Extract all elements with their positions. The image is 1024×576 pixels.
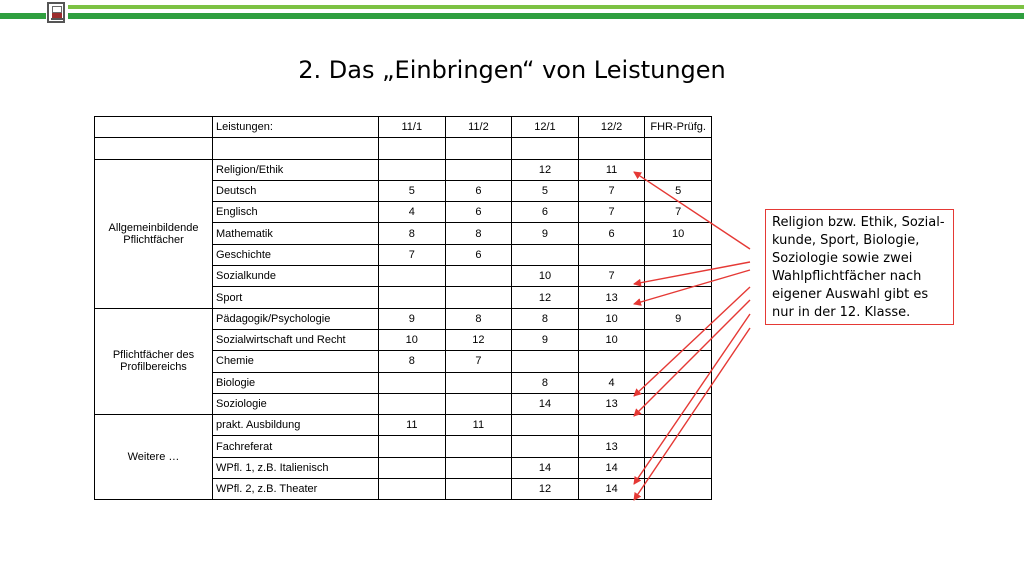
grade-cell: 6 bbox=[445, 180, 512, 201]
grade-cell: 10 bbox=[645, 223, 712, 244]
grade-cell bbox=[645, 287, 712, 308]
header-cell: FHR-Prüfg. bbox=[645, 117, 712, 138]
grade-cell: 14 bbox=[512, 457, 579, 478]
header-cell: 11/2 bbox=[445, 117, 512, 138]
grade-cell bbox=[379, 287, 446, 308]
subject-cell: prakt. Ausbildung bbox=[213, 415, 379, 436]
grade-cell: 5 bbox=[645, 180, 712, 201]
subject-cell: Mathematik bbox=[213, 223, 379, 244]
grade-cell bbox=[379, 393, 446, 414]
info-note-box: Religion bzw. Ethik, Sozial-kunde, Sport, Biologie, Soziologie sowie zwei Wahlpflichtfächer nach eigener Auswahl gibt es nur in der 12. Klasse. bbox=[765, 209, 954, 325]
grade-cell: 12 bbox=[512, 159, 579, 180]
header-cell: 12/1 bbox=[512, 117, 579, 138]
table-row bbox=[95, 308, 712, 329]
grade-cell bbox=[445, 393, 512, 414]
grade-cell: 7 bbox=[578, 202, 645, 223]
grade-cell: 13 bbox=[578, 436, 645, 457]
table-empty-row bbox=[95, 138, 712, 159]
grade-cell: 7 bbox=[578, 180, 645, 201]
grade-cell: 12 bbox=[512, 287, 579, 308]
subject-cell: Chemie bbox=[213, 351, 379, 372]
grade-cell bbox=[578, 244, 645, 265]
header-bar-dark bbox=[68, 13, 1024, 19]
grade-cell: 5 bbox=[512, 180, 579, 201]
table-header-row bbox=[95, 117, 712, 138]
grade-cell: 7 bbox=[645, 202, 712, 223]
grade-cell bbox=[645, 479, 712, 500]
header-bar-left bbox=[0, 13, 46, 19]
grade-cell: 12 bbox=[512, 479, 579, 500]
grade-cell bbox=[645, 329, 712, 350]
grade-cell: 10 bbox=[578, 329, 645, 350]
grade-cell bbox=[445, 479, 512, 500]
header-cell: 11/1 bbox=[379, 117, 446, 138]
header-bar-light bbox=[68, 5, 1024, 9]
category-cell: Weitere … bbox=[95, 415, 213, 500]
grade-cell bbox=[379, 266, 446, 287]
grade-cell: 8 bbox=[445, 308, 512, 329]
grade-cell: 11 bbox=[379, 415, 446, 436]
grade-cell: 14 bbox=[578, 457, 645, 478]
grade-cell: 6 bbox=[578, 223, 645, 244]
grade-cell: 11 bbox=[578, 159, 645, 180]
subject-cell: Sport bbox=[213, 287, 379, 308]
grade-cell bbox=[512, 244, 579, 265]
grade-cell bbox=[512, 436, 579, 457]
grade-cell: 7 bbox=[379, 244, 446, 265]
grade-cell: 8 bbox=[512, 308, 579, 329]
grade-cell bbox=[512, 351, 579, 372]
grade-cell: 10 bbox=[578, 308, 645, 329]
subject-cell: Religion/Ethik bbox=[213, 159, 379, 180]
grade-cell: 13 bbox=[578, 287, 645, 308]
grade-cell: 14 bbox=[512, 393, 579, 414]
grade-cell: 4 bbox=[578, 372, 645, 393]
subject-cell: Biologie bbox=[213, 372, 379, 393]
subject-cell: Sozialkunde bbox=[213, 266, 379, 287]
header-cell: 12/2 bbox=[578, 117, 645, 138]
grade-cell bbox=[645, 436, 712, 457]
grade-cell: 8 bbox=[379, 351, 446, 372]
table-row bbox=[95, 415, 712, 436]
grade-cell bbox=[445, 372, 512, 393]
school-logo-icon bbox=[47, 2, 65, 23]
grade-cell bbox=[645, 159, 712, 180]
grade-cell bbox=[379, 436, 446, 457]
subject-cell: Deutsch bbox=[213, 180, 379, 201]
grade-cell bbox=[379, 159, 446, 180]
grade-cell bbox=[379, 372, 446, 393]
grade-cell: 10 bbox=[512, 266, 579, 287]
grade-cell: 6 bbox=[445, 202, 512, 223]
header-cell: Leistungen: bbox=[213, 117, 379, 138]
subject-cell: Englisch bbox=[213, 202, 379, 223]
subject-cell: WPfl. 1, z.B. Italienisch bbox=[213, 457, 379, 478]
grade-cell: 10 bbox=[379, 329, 446, 350]
grades-table bbox=[94, 116, 712, 500]
grade-cell: 11 bbox=[445, 415, 512, 436]
grade-cell: 9 bbox=[379, 308, 446, 329]
grade-cell bbox=[445, 266, 512, 287]
grade-cell: 9 bbox=[512, 329, 579, 350]
grade-cell bbox=[578, 351, 645, 372]
grade-cell bbox=[645, 457, 712, 478]
grade-cell bbox=[445, 159, 512, 180]
grade-cell bbox=[512, 415, 579, 436]
grade-cell: 12 bbox=[445, 329, 512, 350]
grade-cell: 6 bbox=[445, 244, 512, 265]
grade-cell bbox=[445, 457, 512, 478]
subject-cell: WPfl. 2, z.B. Theater bbox=[213, 479, 379, 500]
grade-cell: 14 bbox=[578, 479, 645, 500]
subject-cell: Soziologie bbox=[213, 393, 379, 414]
grade-cell bbox=[645, 393, 712, 414]
subject-cell: Sozialwirtschaft und Recht bbox=[213, 329, 379, 350]
grade-cell bbox=[445, 436, 512, 457]
category-cell: Pflichtfächer des Profilbereichs bbox=[95, 308, 213, 414]
subject-cell: Fachreferat bbox=[213, 436, 379, 457]
grade-cell bbox=[645, 244, 712, 265]
grade-cell bbox=[645, 266, 712, 287]
grade-cell: 8 bbox=[512, 372, 579, 393]
grade-cell: 6 bbox=[512, 202, 579, 223]
category-cell: Allgemeinbildende Pflichtfächer bbox=[95, 159, 213, 308]
grade-cell bbox=[445, 287, 512, 308]
grade-cell: 7 bbox=[445, 351, 512, 372]
grade-cell: 4 bbox=[379, 202, 446, 223]
grade-cell: 8 bbox=[445, 223, 512, 244]
slide-title: 2. Das „Einbringen“ von Leistungen bbox=[298, 56, 726, 84]
grade-cell: 8 bbox=[379, 223, 446, 244]
grade-cell bbox=[379, 457, 446, 478]
grade-cell bbox=[578, 415, 645, 436]
grade-cell: 7 bbox=[578, 266, 645, 287]
grade-cell bbox=[645, 415, 712, 436]
grade-cell bbox=[645, 372, 712, 393]
subject-cell: Geschichte bbox=[213, 244, 379, 265]
grade-cell: 13 bbox=[578, 393, 645, 414]
grade-cell: 9 bbox=[645, 308, 712, 329]
grade-cell: 5 bbox=[379, 180, 446, 201]
grade-cell bbox=[379, 479, 446, 500]
table-row bbox=[95, 159, 712, 180]
header-cell bbox=[95, 117, 213, 138]
grade-cell bbox=[645, 351, 712, 372]
subject-cell: Pädagogik/Psychologie bbox=[213, 308, 379, 329]
grade-cell: 9 bbox=[512, 223, 579, 244]
